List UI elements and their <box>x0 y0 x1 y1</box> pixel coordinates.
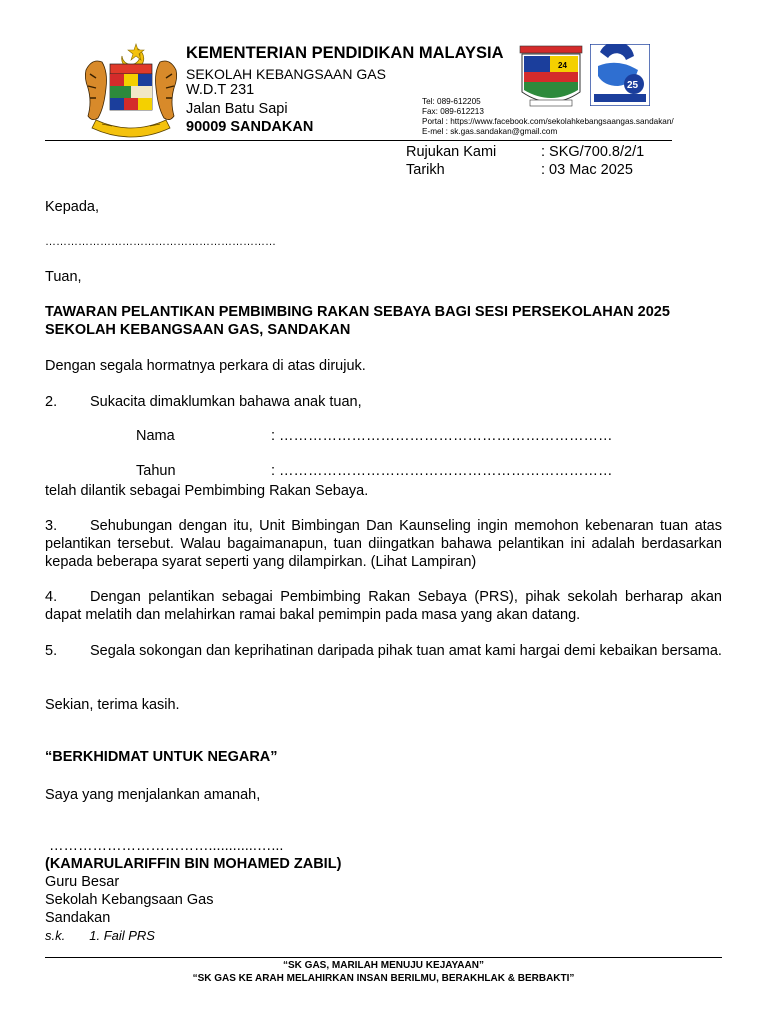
recipient-address-placeholder: ……………………………………………………… <box>45 236 276 248</box>
paragraph-5 <box>45 642 722 660</box>
svg-text:25: 25 <box>627 80 639 91</box>
paragraph-3-text: Sehubungan dengan itu, Unit Bimbingan Dan Kaunseling ingin memohon kebenaran tuan atas pelantikan tersebut. Walau bagaimanapun, tuan diingatkan bahawa pelantikan ini adalah berdasarkan kepada beberapa syarat seperti yang dilampirkan. (Lihat Lampiran) <box>45 518 722 570</box>
contact-tel: Tel: 089-612205 <box>422 97 481 106</box>
subject-line-1: TAWARAN PELANTIKAN PEMBIMBING RAKAN SEBAYA BAGI SESI PERSEKOLAHAN 2025 <box>45 304 670 320</box>
svg-text:24: 24 <box>558 61 567 70</box>
paragraph-4-number: 4. <box>45 589 58 605</box>
anniversary-25-logo-icon <box>590 44 650 106</box>
postcode-city: 90009 SANDAKAN <box>186 119 314 135</box>
signatory-organisation: Sekolah Kebangsaan Gas <box>45 892 214 908</box>
salutation: Tuan, <box>45 269 82 285</box>
address-line-2: Jalan Batu Sapi <box>186 101 288 117</box>
paragraph-4 <box>45 588 722 624</box>
date-value: : 03 Mac 2025 <box>541 162 633 178</box>
year-label: Tahun <box>136 463 176 479</box>
name-label: Nama <box>136 428 175 444</box>
contact-email: E-mel : sk.gas.sandakan@gmail.com <box>422 127 558 136</box>
cc-label: s.k. <box>45 928 66 943</box>
trust-statement: Saya yang menjalankan amanah, <box>45 787 261 803</box>
paragraph-3 <box>45 517 722 571</box>
recipient-label: Kepada, <box>45 199 100 215</box>
signature-line: ……………………………............…... <box>49 838 284 854</box>
closing: Sekian, terima kasih. <box>45 697 180 713</box>
address-line-1: W.D.T 231 <box>186 82 255 98</box>
malaysia-coat-of-arms-icon <box>80 40 182 138</box>
paragraph-3-number: 3. <box>45 518 58 534</box>
name-field: : …………………………………………………………… <box>271 428 613 444</box>
reference-label: Rujukan Kami <box>406 144 497 160</box>
subject-line-2: SEKOLAH KEBANGSAAN GAS, SANDAKAN <box>45 322 351 338</box>
year-field: : …………………………………………………………… <box>271 463 613 479</box>
footer-slogan-2: “SK GAS KE ARAH MELAHIRKAN INSAN BERILMU, BERAKHLAK & BERBAKTI” <box>192 973 575 984</box>
cc-item: 1. Fail PRS <box>89 928 155 943</box>
appointment-statement: telah dilantik sebagai Pembimbing Rakan Sebaya. <box>45 483 369 499</box>
reference-value: : SKG/700.8/2/1 <box>541 144 645 160</box>
paragraph-2-text: Sukacita dimaklumkan bahawa anak tuan, <box>90 394 362 410</box>
motto: “BERKHIDMAT UNTUK NEGARA” <box>45 749 278 765</box>
contact-fax: Fax: 089-612213 <box>422 107 484 116</box>
contact-portal: Portal : https://www.facebook.com/sekolahkebangsaangas.sandakan/ <box>422 117 674 126</box>
school-name: SEKOLAH KEBANGSAAN GAS <box>186 66 386 82</box>
paragraph-2-number: 2. <box>45 394 58 410</box>
signatory-title: Guru Besar <box>45 874 120 890</box>
paragraph-5-text: Segala sokongan dan keprihatinan daripada pihak tuan amat kami hargai demi kebaikan bersama. <box>90 643 722 659</box>
paragraph-4-text: Dengan pelantikan sebagai Pembimbing Rakan Sebaya (PRS), pihak sekolah berharap akan dapat melatih dan melahirkan ramai bakal pemimpin pada masa yang akan datang. <box>45 589 722 623</box>
ministry-name: KEMENTERIAN PENDIDIKAN MALAYSIA <box>186 44 504 62</box>
signatory-city: Sandakan <box>45 910 111 926</box>
school-badge-icon <box>518 44 584 110</box>
paragraph-1: Dengan segala hormatnya perkara di atas dirujuk. <box>45 358 366 374</box>
date-label: Tarikh <box>406 162 445 178</box>
letterhead-divider <box>45 140 672 141</box>
footer-slogan-1: “SK GAS, MARILAH MENUJU KEJAYAAN” <box>283 960 484 971</box>
signatory-name: (KAMARULARIFFIN BIN MOHAMED ZABIL) <box>45 856 342 872</box>
footer-divider <box>45 957 722 958</box>
paragraph-5-number: 5. <box>45 643 58 659</box>
carbon-copy <box>45 928 155 943</box>
paragraph-2 <box>45 393 722 411</box>
